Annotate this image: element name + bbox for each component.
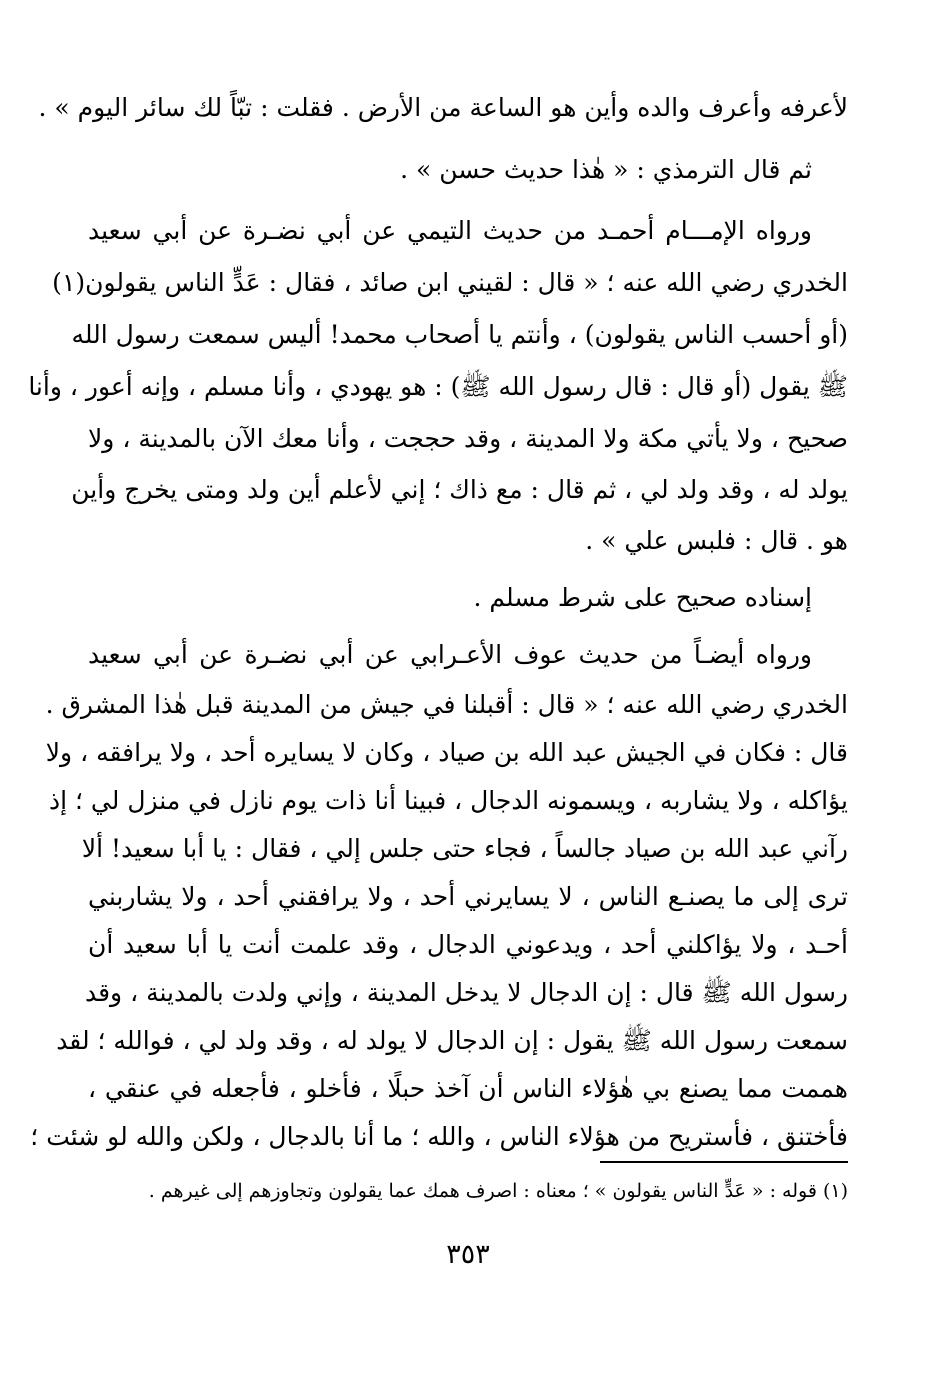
page-number: ٣٥٣: [446, 1239, 490, 1270]
text-line-15: رآني عبد الله بن صياد جالساً ، فجاء حتى جلس إلي ، فقال : يا أبا سعيد! ألا: [81, 834, 848, 863]
text-line-2: ثم قال الترمذي : « هٰذا حديث حسن » .: [400, 155, 812, 184]
text-line-9: هو . قال : فلبس علي » .: [585, 526, 848, 555]
text-line-21: فأختنق ، فأستريح من هؤلاء الناس ، والله ؛ ما أنا بالدجال ، ولكن والله لو شئت ؛: [30, 1122, 848, 1151]
text-line-11: ورواه أيضـاً من حديث عوف الأعـرابي عن أبي نضـرة عن أبي سعيد: [88, 640, 812, 669]
text-line-3: ورواه الإمـــام أحمـد من حديث التيمي عن أبي نضـرة عن أبي سعيد: [88, 216, 812, 245]
footnote-separator: [600, 1161, 848, 1163]
footnote: (١) قوله : « عَدٍّ الناس يقولون » ؛ معناه : اصرف همك عما يقولون وتجاوزهم إلى غيرهم .: [148, 1180, 848, 1202]
text-line-17: أحـد ، ولا يؤاكلني أحد ، ويدعوني الدجال ، وقد علمت أنت يا أبا سعيد أن: [88, 930, 848, 959]
book-page: [28, 88, 848, 1308]
text-line-19: سمعت رسول الله ﷺ يقول : إن الدجال لا يولد له ، وقد ولد لي ، فوالله ؛ لقد: [56, 1026, 848, 1055]
text-line-13: قال : فكان في الجيش عبد الله بن صياد ، وكان لا يسايره أحد ، ولا يرافقه ، ولا: [45, 738, 848, 767]
text-line-18: رسول الله ﷺ قال : إن الدجال لا يدخل المدينة ، وإني ولدت بالمدينة ، وقد: [84, 978, 848, 1007]
text-line-4: الخدري رضي الله عنه ؛ « قال : لقيني ابن صائد ، فقال : عَدٍّ الناس يقولون(١): [52, 268, 848, 297]
text-line-16: ترى إلى ما يصنـع الناس ، لا يسايرني أحد ، ولا يرافقني أحد ، ولا يشاربني: [88, 882, 848, 911]
text-line-8: يولد له ، وقد ولد لي ، ثم قال : مع ذاك ؛ إني لأعلم أين ولد ومتى يخرج وأين: [71, 475, 848, 504]
text-line-5: (أو أحسب الناس يقولون) ، وأنتم يا أصحاب محمد! أليس سمعت رسول الله: [71, 320, 848, 349]
text-line-7: صحيح ، ولا يأتي مكة ولا المدينة ، وقد حججت ، وأنا معك الآن بالمدينة ، ولا: [88, 424, 848, 453]
text-line-20: هممت مما يصنع بي هٰؤلاء الناس أن آخذ حبلًا ، فأخلو ، فأجعله في عنقي ،: [88, 1074, 848, 1103]
text-line-12: الخدري رضي الله عنه ؛ « قال : أقبلنا في جيش من المدينة قبل هٰذا المشرق .: [45, 690, 848, 719]
text-line-10: إسناده صحيح على شرط مسلم .: [473, 583, 812, 612]
text-line-6: ﷺ يقول (أو قال : قال رسول الله ﷺ) : هو يهودي ، وأنا مسلم ، وإنه أعور ، وأنا: [28, 372, 848, 401]
text-line-1: لأعرفه وأعرف والده وأين هو الساعة من الأرض . فقلت : تبّاً لك سائر اليوم » .: [38, 93, 848, 122]
text-line-14: يؤاكله ، ولا يشاربه ، ويسمونه الدجال ، فبينا أنا ذات يوم نازل في منزل لي ؛ إذ: [49, 786, 848, 815]
